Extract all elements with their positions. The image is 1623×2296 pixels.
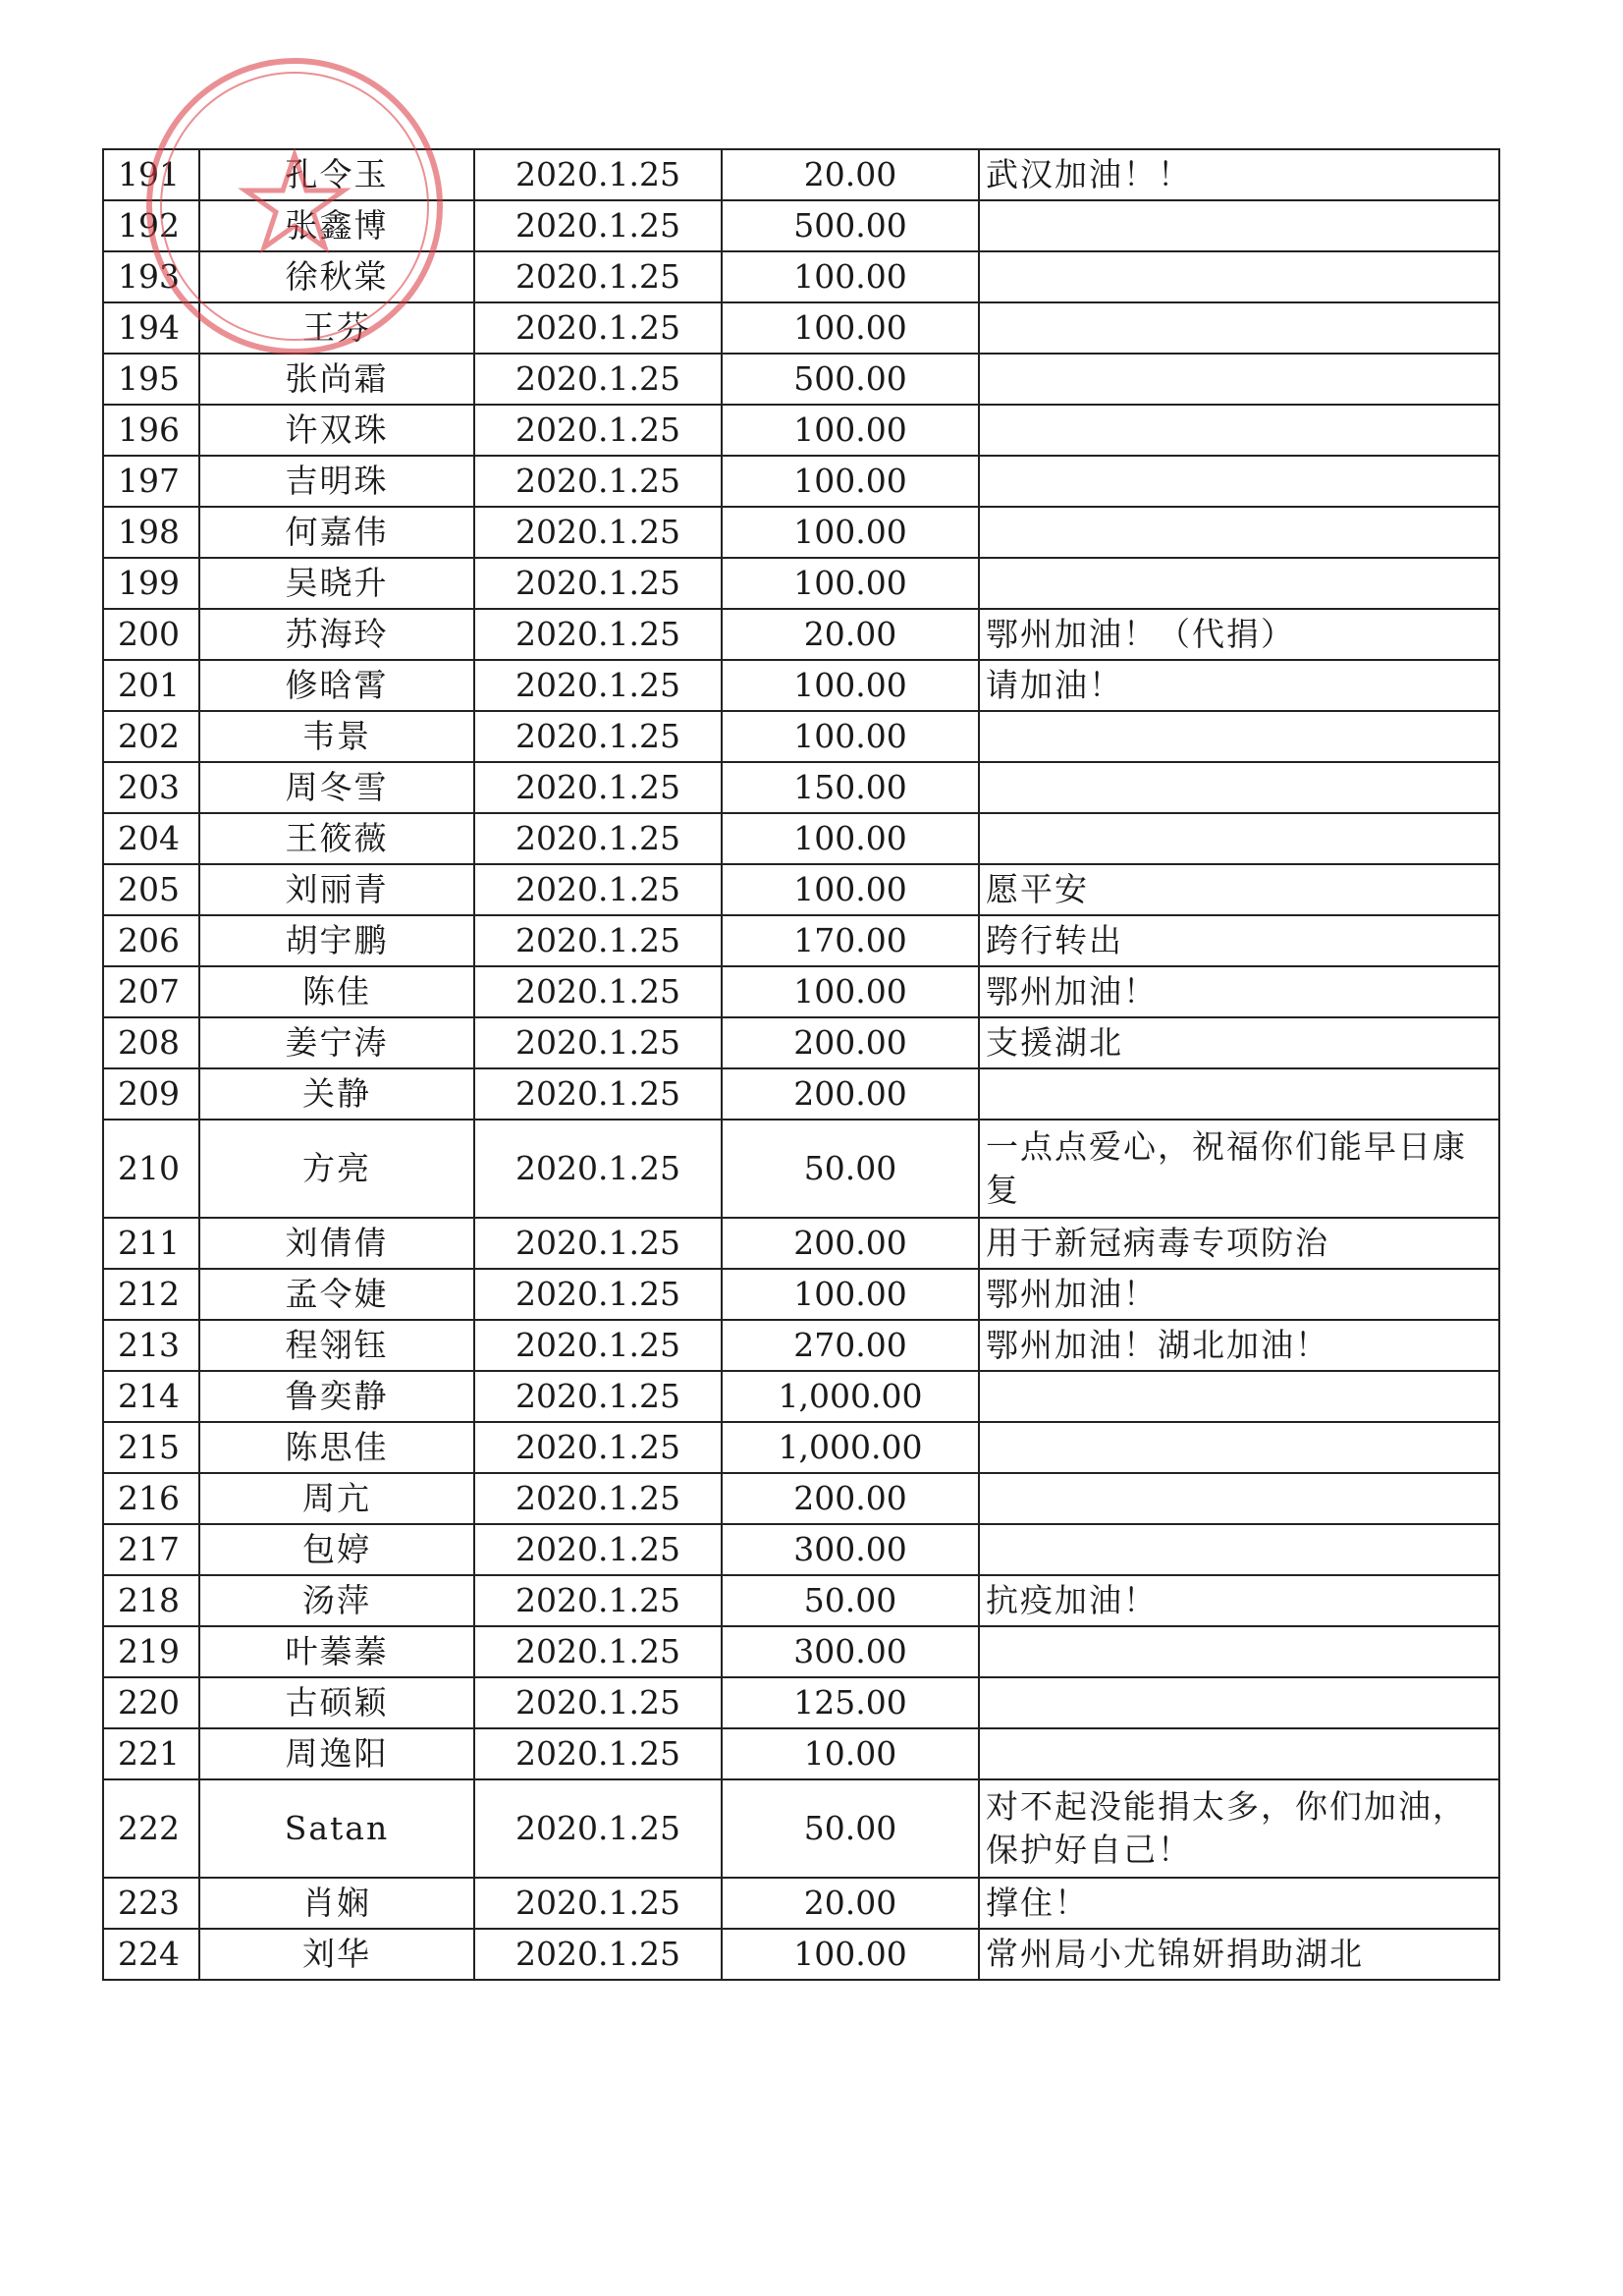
donation-note xyxy=(979,558,1499,609)
row-number: 210 xyxy=(103,1120,199,1218)
table-row xyxy=(103,1878,1499,1929)
donation-date: 2020.1.25 xyxy=(474,1779,722,1878)
table-row xyxy=(103,1017,1499,1068)
table-row xyxy=(103,1929,1499,1980)
donation-note xyxy=(979,1371,1499,1422)
donation-note xyxy=(979,200,1499,251)
donor-name: 孔令玉 xyxy=(199,149,474,200)
donation-amount: 200.00 xyxy=(722,1017,979,1068)
row-number: 200 xyxy=(103,609,199,660)
donation-note: 鄂州加油！湖北加油！ xyxy=(979,1320,1499,1371)
donation-amount: 50.00 xyxy=(722,1575,979,1626)
table-row xyxy=(103,507,1499,558)
donation-note xyxy=(979,813,1499,864)
donation-note: 跨行转出 xyxy=(979,915,1499,966)
table-row xyxy=(103,1371,1499,1422)
donation-amount: 100.00 xyxy=(722,864,979,915)
donation-amount: 125.00 xyxy=(722,1677,979,1728)
donation-note: 对不起没能捐太多，你们加油，保护好自己！ xyxy=(979,1779,1499,1878)
donation-amount: 20.00 xyxy=(722,149,979,200)
row-number: 223 xyxy=(103,1878,199,1929)
donor-name: 王芬 xyxy=(199,302,474,354)
donor-name: 程翎钰 xyxy=(199,1320,474,1371)
donation-amount: 20.00 xyxy=(722,609,979,660)
donation-amount: 50.00 xyxy=(722,1120,979,1218)
donation-date: 2020.1.25 xyxy=(474,405,722,456)
donation-date: 2020.1.25 xyxy=(474,1524,722,1575)
donation-date: 2020.1.25 xyxy=(474,1320,722,1371)
donation-note: 一点点爱心，祝福你们能早日康复 xyxy=(979,1120,1499,1218)
table-row xyxy=(103,1473,1499,1524)
donation-amount: 100.00 xyxy=(722,405,979,456)
donation-amount: 200.00 xyxy=(722,1068,979,1120)
donation-ledger-table xyxy=(102,148,1500,1981)
donation-amount: 10.00 xyxy=(722,1728,979,1779)
donation-note xyxy=(979,1728,1499,1779)
donation-note xyxy=(979,251,1499,302)
donation-note: 用于新冠病毒专项防治 xyxy=(979,1218,1499,1269)
donor-name: 吉明珠 xyxy=(199,456,474,507)
donation-note xyxy=(979,405,1499,456)
donation-amount: 100.00 xyxy=(722,1269,979,1320)
donation-amount: 100.00 xyxy=(722,966,979,1017)
donor-name: 张尚霜 xyxy=(199,354,474,405)
donation-date: 2020.1.25 xyxy=(474,762,722,813)
table-row xyxy=(103,354,1499,405)
row-number: 193 xyxy=(103,251,199,302)
donation-date: 2020.1.25 xyxy=(474,1269,722,1320)
donation-date: 2020.1.25 xyxy=(474,1371,722,1422)
donation-amount: 500.00 xyxy=(722,200,979,251)
donor-name: 孟令婕 xyxy=(199,1269,474,1320)
donor-name: 汤萍 xyxy=(199,1575,474,1626)
donor-name: 周冬雪 xyxy=(199,762,474,813)
donation-note xyxy=(979,1473,1499,1524)
table-row xyxy=(103,1779,1499,1878)
row-number: 209 xyxy=(103,1068,199,1120)
table-row xyxy=(103,1422,1499,1473)
table-row xyxy=(103,1120,1499,1218)
donation-date: 2020.1.25 xyxy=(474,1575,722,1626)
donation-note: 抗疫加油！ xyxy=(979,1575,1499,1626)
donation-date: 2020.1.25 xyxy=(474,1068,722,1120)
donation-note xyxy=(979,1677,1499,1728)
donation-amount: 100.00 xyxy=(722,711,979,762)
donor-name: 胡宇鹏 xyxy=(199,915,474,966)
donor-name: 徐秋棠 xyxy=(199,251,474,302)
table-row xyxy=(103,200,1499,251)
donor-name: 方亮 xyxy=(199,1120,474,1218)
donation-amount: 100.00 xyxy=(722,302,979,354)
table-row xyxy=(103,609,1499,660)
table-row xyxy=(103,149,1499,200)
table-row xyxy=(103,456,1499,507)
row-number: 205 xyxy=(103,864,199,915)
donation-note: 撑住！ xyxy=(979,1878,1499,1929)
row-number: 214 xyxy=(103,1371,199,1422)
table-row xyxy=(103,966,1499,1017)
donor-name: 周亢 xyxy=(199,1473,474,1524)
donation-amount: 150.00 xyxy=(722,762,979,813)
donor-name: 姜宁涛 xyxy=(199,1017,474,1068)
donation-note: 支援湖北 xyxy=(979,1017,1499,1068)
row-number: 195 xyxy=(103,354,199,405)
donation-note: 鄂州加油！ xyxy=(979,1269,1499,1320)
donation-date: 2020.1.25 xyxy=(474,915,722,966)
donation-date: 2020.1.25 xyxy=(474,1878,722,1929)
donation-note xyxy=(979,354,1499,405)
donation-note xyxy=(979,1422,1499,1473)
donor-name: 肖娴 xyxy=(199,1878,474,1929)
donation-note: 常州局小尤锦妍捐助湖北 xyxy=(979,1929,1499,1980)
row-number: 213 xyxy=(103,1320,199,1371)
row-number: 192 xyxy=(103,200,199,251)
table-row xyxy=(103,864,1499,915)
row-number: 211 xyxy=(103,1218,199,1269)
table-row xyxy=(103,660,1499,711)
donation-amount: 300.00 xyxy=(722,1524,979,1575)
donation-note: 武汉加油！！ xyxy=(979,149,1499,200)
donation-date: 2020.1.25 xyxy=(474,1473,722,1524)
row-number: 196 xyxy=(103,405,199,456)
donation-date: 2020.1.25 xyxy=(474,711,722,762)
donation-amount: 1,000.00 xyxy=(722,1422,979,1473)
row-number: 194 xyxy=(103,302,199,354)
donor-name: 许双珠 xyxy=(199,405,474,456)
donation-amount: 170.00 xyxy=(722,915,979,966)
donation-date: 2020.1.25 xyxy=(474,609,722,660)
row-number: 219 xyxy=(103,1626,199,1677)
donation-note: 鄂州加油！ xyxy=(979,966,1499,1017)
donation-amount: 270.00 xyxy=(722,1320,979,1371)
row-number: 212 xyxy=(103,1269,199,1320)
donation-date: 2020.1.25 xyxy=(474,1626,722,1677)
donation-date: 2020.1.25 xyxy=(474,966,722,1017)
row-number: 206 xyxy=(103,915,199,966)
donation-note xyxy=(979,1524,1499,1575)
donor-name: 关静 xyxy=(199,1068,474,1120)
row-number: 199 xyxy=(103,558,199,609)
donation-note xyxy=(979,1626,1499,1677)
table-row xyxy=(103,711,1499,762)
row-number: 222 xyxy=(103,1779,199,1878)
donation-note xyxy=(979,711,1499,762)
donation-note xyxy=(979,456,1499,507)
row-number: 217 xyxy=(103,1524,199,1575)
donor-name: 陈思佳 xyxy=(199,1422,474,1473)
donor-name: 韦景 xyxy=(199,711,474,762)
table-row xyxy=(103,1320,1499,1371)
donor-name: 陈佳 xyxy=(199,966,474,1017)
table-row xyxy=(103,1269,1499,1320)
row-number: 220 xyxy=(103,1677,199,1728)
donation-date: 2020.1.25 xyxy=(474,558,722,609)
row-number: 204 xyxy=(103,813,199,864)
table-row xyxy=(103,1677,1499,1728)
donation-date: 2020.1.25 xyxy=(474,813,722,864)
donation-amount: 500.00 xyxy=(722,354,979,405)
table-row xyxy=(103,1728,1499,1779)
donation-amount: 20.00 xyxy=(722,1878,979,1929)
donation-note xyxy=(979,302,1499,354)
donor-name: 王筱薇 xyxy=(199,813,474,864)
row-number: 197 xyxy=(103,456,199,507)
donor-name: 修晗霄 xyxy=(199,660,474,711)
donation-note: 鄂州加油！（代捐） xyxy=(979,609,1499,660)
row-number: 198 xyxy=(103,507,199,558)
donation-amount: 100.00 xyxy=(722,1929,979,1980)
row-number: 218 xyxy=(103,1575,199,1626)
row-number: 224 xyxy=(103,1929,199,1980)
donor-name: 刘华 xyxy=(199,1929,474,1980)
donation-date: 2020.1.25 xyxy=(474,1120,722,1218)
table-row xyxy=(103,558,1499,609)
donation-date: 2020.1.25 xyxy=(474,354,722,405)
donor-name: 吴晓升 xyxy=(199,558,474,609)
donation-date: 2020.1.25 xyxy=(474,251,722,302)
donation-amount: 200.00 xyxy=(722,1218,979,1269)
donor-name: 周逸阳 xyxy=(199,1728,474,1779)
donation-date: 2020.1.25 xyxy=(474,1218,722,1269)
table-row xyxy=(103,915,1499,966)
table-row xyxy=(103,1626,1499,1677)
table-row xyxy=(103,1575,1499,1626)
donation-amount: 1,000.00 xyxy=(722,1371,979,1422)
donation-note xyxy=(979,507,1499,558)
donation-note xyxy=(979,762,1499,813)
table-row xyxy=(103,405,1499,456)
donation-date: 2020.1.25 xyxy=(474,1677,722,1728)
donation-date: 2020.1.25 xyxy=(474,456,722,507)
row-number: 202 xyxy=(103,711,199,762)
donation-note xyxy=(979,1068,1499,1120)
donation-amount: 100.00 xyxy=(722,660,979,711)
row-number: 216 xyxy=(103,1473,199,1524)
row-number: 215 xyxy=(103,1422,199,1473)
table-row xyxy=(103,251,1499,302)
donation-date: 2020.1.25 xyxy=(474,1422,722,1473)
donor-name: 何嘉伟 xyxy=(199,507,474,558)
donor-name: Satan xyxy=(199,1779,474,1878)
donor-name: 包婷 xyxy=(199,1524,474,1575)
row-number: 191 xyxy=(103,149,199,200)
donor-name: 鲁奕静 xyxy=(199,1371,474,1422)
donation-amount: 300.00 xyxy=(722,1626,979,1677)
row-number: 203 xyxy=(103,762,199,813)
table-row xyxy=(103,1524,1499,1575)
donation-amount: 100.00 xyxy=(722,456,979,507)
row-number: 207 xyxy=(103,966,199,1017)
table-row xyxy=(103,762,1499,813)
donation-amount: 50.00 xyxy=(722,1779,979,1878)
donation-amount: 100.00 xyxy=(722,507,979,558)
row-number: 221 xyxy=(103,1728,199,1779)
donation-date: 2020.1.25 xyxy=(474,660,722,711)
donation-amount: 200.00 xyxy=(722,1473,979,1524)
table-row xyxy=(103,813,1499,864)
table-row xyxy=(103,1068,1499,1120)
donation-note: 愿平安 xyxy=(979,864,1499,915)
donation-date: 2020.1.25 xyxy=(474,1728,722,1779)
donation-amount: 100.00 xyxy=(722,251,979,302)
donor-name: 刘倩倩 xyxy=(199,1218,474,1269)
row-number: 201 xyxy=(103,660,199,711)
donation-date: 2020.1.25 xyxy=(474,149,722,200)
donor-name: 刘丽青 xyxy=(199,864,474,915)
donor-name: 古硕颖 xyxy=(199,1677,474,1728)
donation-amount: 100.00 xyxy=(722,813,979,864)
donation-date: 2020.1.25 xyxy=(474,200,722,251)
donation-date: 2020.1.25 xyxy=(474,864,722,915)
donation-date: 2020.1.25 xyxy=(474,1017,722,1068)
donation-date: 2020.1.25 xyxy=(474,507,722,558)
table-row xyxy=(103,302,1499,354)
donor-name: 苏海玲 xyxy=(199,609,474,660)
donation-amount: 100.00 xyxy=(722,558,979,609)
donation-note: 请加油！ xyxy=(979,660,1499,711)
table-row xyxy=(103,1218,1499,1269)
donation-date: 2020.1.25 xyxy=(474,1929,722,1980)
row-number: 208 xyxy=(103,1017,199,1068)
donation-date: 2020.1.25 xyxy=(474,302,722,354)
donor-name: 叶蓁蓁 xyxy=(199,1626,474,1677)
donor-name: 张鑫博 xyxy=(199,200,474,251)
